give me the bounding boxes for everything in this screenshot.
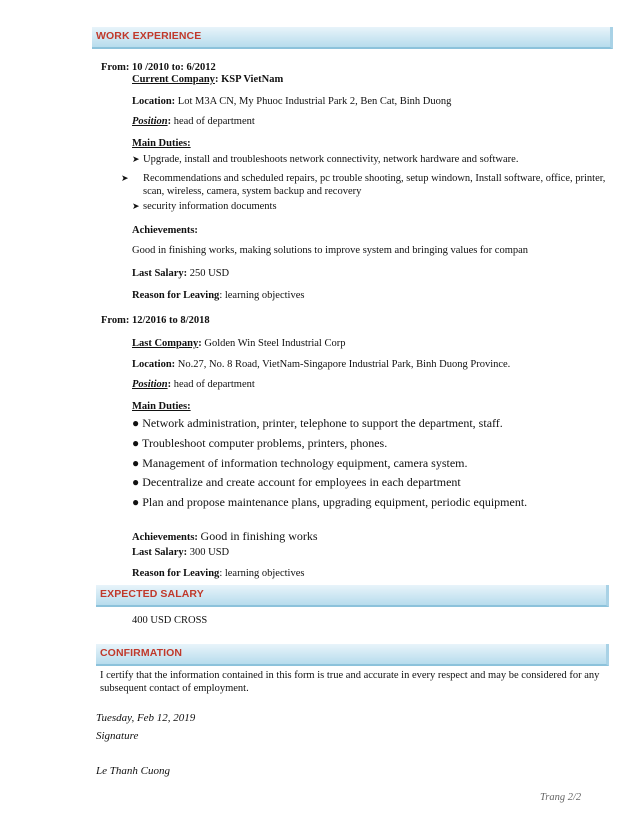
confirmation-text: I certify that the information contained in this form is true and accurate in every respect and may be considered for any subsequent contact of employment.: [100, 670, 600, 694]
arrow-bullet-icon: ➤: [121, 173, 129, 183]
job2-location-line: [132, 359, 510, 370]
job2-salary-label: Last Salary:: [132, 547, 188, 558]
job2-reason: learning objectives: [224, 568, 305, 579]
job2-duty-item: ● Troubleshoot computer problems, printers, phones.: [132, 436, 388, 450]
job2-company: Golden Win Steel Industrial Corp: [204, 338, 346, 349]
job1-company-label: Current Company: [132, 74, 215, 85]
work-experience-bar: [92, 27, 613, 49]
job1-salary-label: Last Salary:: [132, 268, 188, 279]
job2-period: 12/2016 to 8/2018: [132, 315, 210, 326]
job1-reason-line: Reason for Leaving: learning objectives: [132, 290, 305, 301]
job1-reason: learning objectives: [224, 290, 305, 301]
job2-position-line: Position: head of department: [132, 379, 255, 390]
job1-achievements-label: Achievements:: [132, 225, 198, 236]
job2-salary: 300 USD: [189, 547, 230, 558]
job2-position: head of department: [173, 379, 255, 390]
job1-company: KSP VietNam: [221, 74, 284, 85]
job2-achievements-line: [132, 529, 318, 544]
job2-duties-label: Main Duties:: [132, 401, 191, 412]
job2-duty-item: ● Plan and propose maintenance plans, upgrading equipment, periodic equipment.: [132, 495, 528, 509]
job1-location: Lot M3A CN, My Phuoc Industrial Park 2, Ben Cat, Binh Duong: [177, 96, 452, 107]
arrow-bullet-icon: ➤: [132, 154, 140, 164]
job1-salary: 250 USD: [189, 268, 230, 279]
job2-from-label: From:: [101, 315, 130, 326]
job1-position-line: Position: head of department: [132, 116, 255, 127]
job1-duty-item: ➤ security information documents: [132, 201, 277, 212]
job2-reason-label: Reason for Leaving: [132, 568, 220, 579]
page-number: Trang 2/2: [540, 792, 582, 803]
job2-company-label: Last Company: [132, 338, 199, 349]
job1-salary-line: [132, 268, 229, 279]
job2-reason-line: Reason for Leaving: learning objectives: [132, 568, 305, 579]
job2-location-label: Location:: [132, 359, 176, 370]
job1-duties-label: Main Duties:: [132, 138, 191, 149]
job2-company-line: Last Company: Golden Win Steel Industrial Corp: [132, 338, 346, 349]
expected-salary-value: 400 USD CROSS: [132, 615, 208, 626]
job1-from-label: From:: [101, 62, 130, 73]
job1-reason-label: Reason for Leaving: [132, 290, 220, 301]
job2-duty-item: ● Management of information technology equipment, camera system.: [132, 456, 468, 470]
job2-duty-item: ● Network administration, printer, telephone to support the department, staff.: [132, 416, 503, 430]
job1-location-line: [132, 96, 451, 107]
confirmation-bar: [96, 644, 609, 666]
job2-salary-line: [132, 547, 229, 558]
date: Tuesday, Feb 12, 2019: [96, 712, 196, 724]
arrow-bullet-icon: ➤: [132, 201, 140, 211]
job1-period: 10 /2010 to: 6/2012: [132, 62, 216, 73]
job1-duty-item: ➤ Recommendations and scheduled repairs, pc trouble shooting, setup windown, Install software, office, printer, scan, wireless, camera, system backup and recovery: [121, 173, 606, 197]
job1-duty-item: ➤ Upgrade, install and troubleshoots network connectivity, network hardware and software.: [132, 154, 519, 165]
job2-achievements-label: Achievements:: [132, 532, 198, 543]
job1-location-label: Location:: [132, 96, 176, 107]
job2-position-label: Position: [132, 379, 168, 390]
expected-salary-title: EXPECTED SALARY: [100, 588, 204, 600]
signer-name: Le Thanh Cuong: [96, 765, 170, 777]
job2-achievements: Good in finishing works: [200, 529, 318, 543]
signature-label: Signature: [96, 730, 139, 742]
job1-position-label: Position: [132, 116, 168, 127]
work-experience-title: WORK EXPERIENCE: [96, 30, 202, 42]
job2-location: No.27, No. 8 Road, VietNam-Singapore Industrial Park, Binh Duong Province.: [177, 359, 511, 370]
job2-duty-item: ● Decentralize and create account for employees in each department: [132, 475, 461, 489]
job1-achievements: Good in finishing works, making solutions to improve system and bringing values for compan: [132, 245, 529, 256]
confirmation-title: CONFIRMATION: [100, 647, 183, 659]
job1-position: head of department: [173, 116, 255, 127]
expected-salary-bar: [96, 585, 609, 607]
job1-company-line: Current Company: KSP VietNam: [132, 74, 284, 85]
